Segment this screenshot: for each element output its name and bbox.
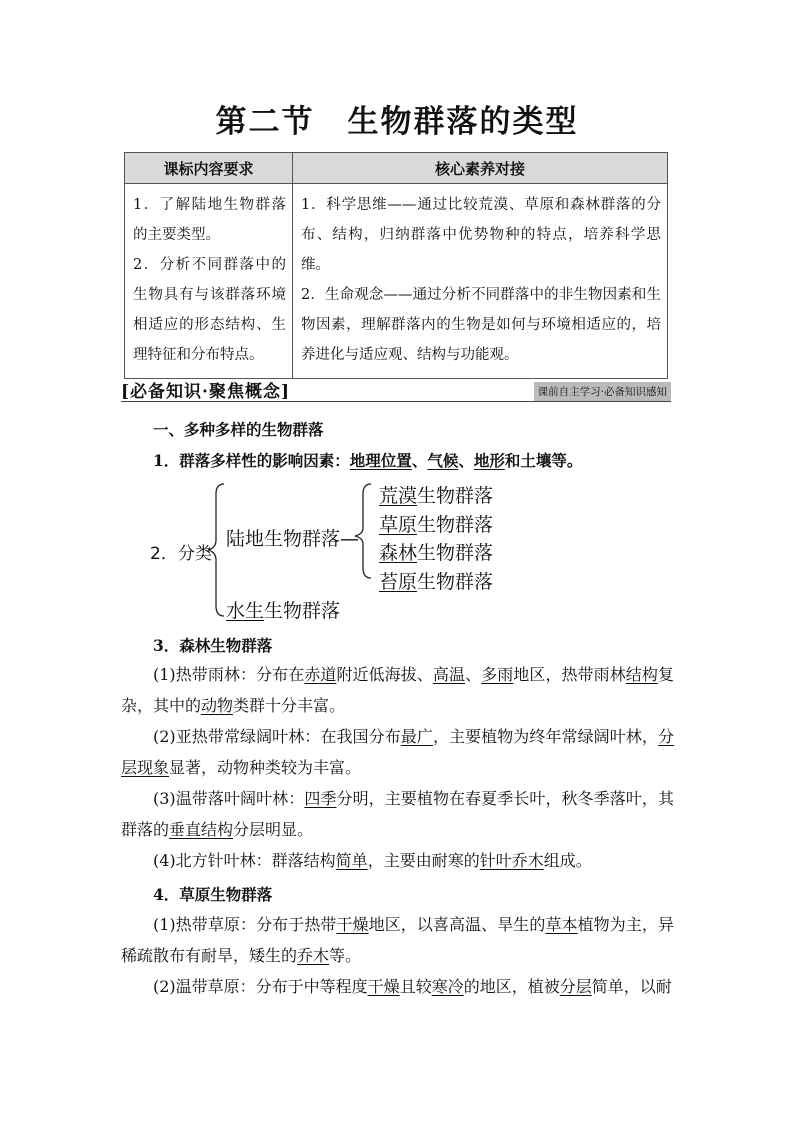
factor-terrain: 地形 [473, 451, 505, 470]
factor-climate: 气候 [427, 451, 459, 470]
connector: — [340, 528, 360, 550]
separator: 、 [411, 451, 428, 470]
keyword: 干燥 [367, 977, 400, 996]
text: 分层明显。 [233, 819, 314, 839]
keyword: 乔木 [297, 945, 330, 965]
text: (3)温带落叶阔叶林： [153, 789, 305, 808]
section-heading: [必备知识·聚焦概念] [121, 382, 291, 402]
paragraph-tropical-grassland [121, 910, 674, 971]
competency-item: 1．科学思维——通过比较荒漠、草原和森林群落的分布、结构，归纳群落中优势物种的特点，培养科学思维。 [301, 197, 661, 273]
text: 、 [465, 665, 482, 684]
factor-soil: 和土壤等。 [504, 451, 583, 470]
text: ，主要植物为终年常绿阔叶林， [432, 727, 658, 746]
competency-item: 2．生命观念——通过分析不同群落中的非生物因素和生物因素，理解群落内的生物是如何与环境相适应的，培养进化与适应观、结构与功能观。 [301, 287, 661, 363]
keyword: 寒冷 [431, 977, 464, 996]
type-rest: 生物群落 [417, 514, 494, 536]
type-desert [379, 481, 493, 508]
text: ，主要由耐寒的 [367, 851, 480, 870]
text: 显著，动物种类较为丰富。 [169, 757, 362, 777]
text: (2)亚热带常绿阔叶林：在我国分布 [153, 727, 401, 746]
text: 的地区，植被 [463, 977, 560, 996]
type-grassland [379, 510, 493, 537]
text: 植物为主，异稀疏散布有耐旱，矮生的 [121, 915, 674, 965]
type-rest: 生物群落 [417, 542, 494, 564]
factor-location: 地理位置 [349, 451, 412, 470]
heading-diverse-communities: 一、多种多样的生物群落 [153, 420, 324, 439]
text: 复杂，其中的 [121, 665, 674, 715]
page-title: 第二节 生物群落的类型 [215, 104, 579, 140]
type-keyword: 森林 [379, 542, 418, 564]
paragraph-boreal-forest [121, 846, 674, 877]
aquatic-rest: 生物群落 [264, 600, 341, 622]
paragraph-tropical-rainforest [121, 660, 674, 721]
keyword: 分层现象 [121, 727, 674, 777]
text: 附近低海拔、 [336, 665, 433, 684]
text: 且较 [399, 977, 432, 996]
table-header-competencies: 核心素养对接 [293, 153, 668, 184]
text: (1)热带草原：分布于热带 [153, 915, 337, 934]
section-tag: 课前自主学习·必备知识感知 [534, 382, 671, 401]
keyword: 草本 [545, 915, 578, 934]
factors-prefix: 1．群落多样性的影响因素： [153, 451, 350, 470]
type-keyword: 草原 [379, 514, 418, 536]
type-rest: 生物群落 [417, 485, 494, 507]
keyword: 动物 [201, 695, 234, 715]
text: (2)温带草原：分布于中等程度 [153, 977, 368, 996]
paragraph-subtropical-forest [121, 722, 674, 783]
aquatic-communities [226, 596, 340, 623]
type-keyword: 荒漠 [379, 485, 418, 507]
type-keyword: 苔原 [379, 571, 418, 593]
keyword: 高温 [432, 665, 466, 684]
keyword: 最广 [400, 727, 433, 746]
paragraph-temperate-grassland [121, 972, 674, 1003]
text: 简单，以耐 [591, 977, 672, 996]
classification-label: 2．分类 [150, 544, 212, 564]
keyword: 垂直结构 [169, 819, 234, 839]
text: (4)北方针叶林：群落结构 [153, 851, 336, 870]
text: 类群十分丰富。 [233, 695, 346, 715]
keyword: 多雨 [481, 665, 514, 684]
text: 组成。 [543, 851, 592, 870]
land-label: 陆地生物群落 [226, 528, 341, 550]
land-communities [226, 524, 359, 551]
text: 地区，热带雨林 [513, 665, 626, 684]
paragraph-temperate-forest [121, 784, 674, 845]
heading-grassland: 4．草原生物群落 [153, 885, 273, 904]
type-rest: 生物群落 [417, 571, 494, 593]
keyword: 干燥 [336, 915, 369, 934]
keyword: 简单 [335, 851, 368, 870]
keyword: 结构 [625, 665, 658, 684]
heading-forest: 3．森林生物群落 [153, 636, 273, 655]
keyword: 分层 [559, 977, 592, 996]
keyword: 四季 [304, 789, 337, 808]
text: 地区，以喜高温、旱生的 [368, 915, 546, 934]
requirement-item: 1．了解陆地生物群落的主要类型。 [133, 197, 286, 243]
keyword: 针叶乔木 [479, 851, 544, 870]
type-tundra [379, 567, 493, 594]
table-header-requirements: 课标内容要求 [125, 153, 293, 184]
aquatic-keyword: 水生 [226, 600, 265, 622]
text: 等。 [329, 945, 362, 965]
separator: 、 [458, 451, 474, 470]
requirement-item: 2．分析不同群落中的生物具有与该群落环境相适应的形态结构、生理特征和分布特点。 [133, 257, 286, 363]
keyword: 赤道 [304, 665, 337, 684]
text: 分明，主要植物在春夏季长叶，秋冬季落叶，其群落的 [121, 789, 674, 839]
text: (1)热带雨林：分布在 [153, 665, 305, 684]
type-forest [379, 538, 493, 565]
